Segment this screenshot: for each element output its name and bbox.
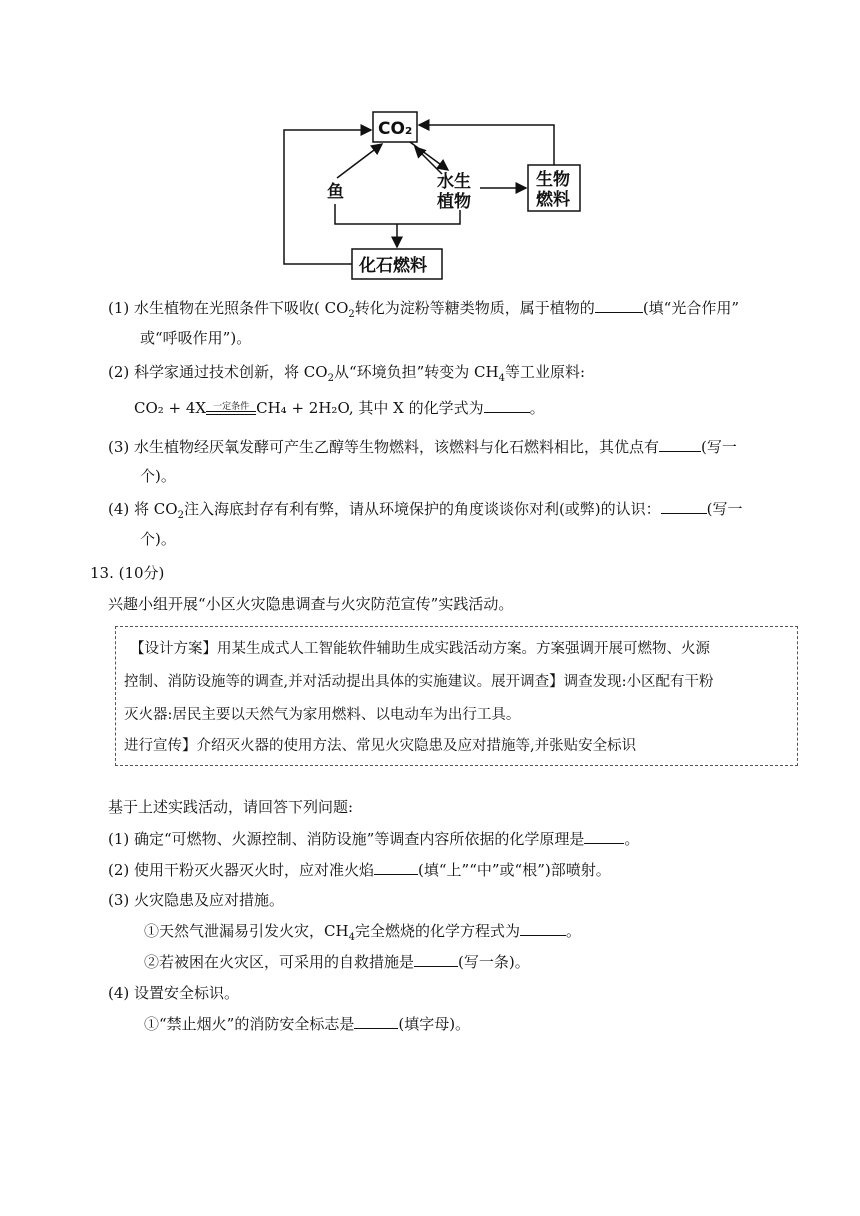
q13-intro: 兴趣小组开展“小区火灾隐患调查与火灾防范宣传”实践活动。: [108, 595, 514, 613]
q12-part3-line1: [108, 436, 737, 458]
plan-box-line-3: 灭火器:居民主要以天然气为家用燃料、以电动车为出行工具。: [124, 707, 521, 723]
q13-s32-text-a: ②若被困在火灾区，可采用的自救措施是: [144, 953, 415, 971]
equation-condition: 一定条件: [213, 402, 250, 412]
subscript: 2: [348, 309, 355, 320]
q12-part4-line2: 个)。: [140, 530, 176, 548]
q13-sub3: (3) 火灾隐患及应对措施。: [108, 891, 285, 909]
answer-blank[interactable]: [661, 498, 707, 514]
q12-p3-text-b: (写一: [701, 438, 737, 456]
answer-blank[interactable]: [484, 397, 530, 413]
period: 。: [529, 399, 545, 417]
q12-equation: [134, 397, 545, 419]
equation-arrow: [206, 402, 256, 416]
answer-blank[interactable]: [595, 297, 643, 313]
q12-p4-text-a: (4) 将 CO: [108, 500, 178, 518]
q12-p2-text-b: 从“环境负担”转变为 CH: [333, 363, 499, 381]
q13-s31-text-b: 完全燃烧的化学方程式为: [354, 922, 520, 940]
carbon-cycle-diagram: [270, 104, 600, 284]
q12-p1-text-b: 转化为淀粉等糖类物质，属于植物的: [354, 299, 595, 317]
q12-p1-text-a: (1) 水生植物在光照条件下吸收( CO: [108, 299, 349, 317]
answer-blank[interactable]: [520, 920, 566, 936]
fish-label: 鱼: [327, 182, 344, 202]
arrow-fish-to-co2: [337, 144, 382, 178]
equation-tail: 其中 X 的化学式为: [358, 399, 484, 417]
q12-part2-line1: [108, 361, 585, 383]
biofuel-label-2: 燃料: [536, 190, 570, 210]
q12-part1-line2: 或“呼吸作用”)。: [140, 329, 252, 347]
q13-s2-text-a: (2) 使用干粉灭火器灭火时，应对准火焰: [108, 861, 375, 879]
q13-s32-text-b: (写一条)。: [458, 953, 530, 971]
subscript: 2: [327, 373, 334, 384]
q13-sub4: (4) 设置安全标识。: [108, 984, 240, 1002]
subscript: 2: [177, 510, 184, 521]
q12-p2-text-c: 等工业原料:: [504, 363, 586, 381]
arrow-biofuel-to-co2: [419, 125, 554, 165]
q12-p2-text-a: (2) 科学家通过技术创新，将 CO: [108, 363, 328, 381]
q13-sub3-item2: [144, 951, 530, 973]
q13-sub2: [108, 859, 611, 881]
q13-lead: 基于上述实践活动，请回答下列问题:: [108, 798, 354, 816]
answer-blank[interactable]: [659, 436, 701, 452]
q13-s41-text-a: ①“禁止烟火”的消防安全标志是: [144, 1015, 355, 1033]
subscript: 4: [348, 932, 355, 943]
fossil-fuel-label: 化石燃料: [359, 256, 427, 276]
q13-s1-text: (1) 确定“可燃物、火源控制、消防设施”等调查内容所依据的化学原理是: [108, 830, 585, 848]
q13-s41-text-b: (填字母)。: [398, 1015, 471, 1033]
period: 。: [624, 830, 640, 848]
q13-sub1: [108, 828, 639, 850]
aquatic-plants-label-1: 水生: [437, 172, 471, 192]
q12-part3-line2: 个)。: [140, 467, 176, 485]
answer-blank[interactable]: [354, 1013, 398, 1029]
plan-box-line-4: 进行宣传】介绍灭火器的使用方法、常见火灾隐患及应对措施等,并张贴安全标识: [124, 738, 637, 754]
biofuel-label-1: 生物: [536, 170, 570, 190]
plan-box-line-2: 控制、消防设施等的调查,并对活动提出具体的实施建议。展开调查】调查发现:小区配有干粉: [124, 674, 714, 690]
q13-s2-text-b: (填“上”“中”或“根”)部喷射。: [418, 861, 611, 879]
q13-header: 13. (10分): [90, 564, 165, 582]
answer-blank[interactable]: [584, 828, 624, 844]
period: 。: [565, 922, 581, 940]
plan-box-line-1: 【设计方案】用某生成式人工智能软件辅助生成实践活动方案。方案强调开展可燃物、火源: [130, 641, 710, 657]
answer-blank[interactable]: [374, 859, 418, 875]
q12-p4-text-c: (写一: [706, 500, 743, 518]
arrow-plants-to-co2: [415, 147, 442, 174]
co2-label: CO₂: [378, 119, 413, 139]
answer-blank[interactable]: [414, 951, 458, 967]
q13-sub3-item1: [144, 920, 581, 942]
equation-right: CH₄ + 2H₂O,: [256, 399, 354, 417]
q13-sub4-item1: [144, 1013, 470, 1035]
q13-s31-text-a: ①天然气泄漏易引发火灾，CH: [144, 922, 349, 940]
q12-p4-text-b: 注入海底封存有利有弊，请从环境保护的角度谈谈你对利(或弊)的认识：: [183, 500, 661, 518]
arrow-co2-to-plants: [410, 142, 448, 170]
subscript: 4: [498, 373, 505, 384]
q12-p3-text-a: (3) 水生植物经厌氧发酵可产生乙醇等生物燃料，该燃料与化石燃料相比，其优点有: [108, 438, 660, 456]
q12-part1-line1: [108, 297, 739, 319]
aquatic-plants-label-2: 植物: [437, 192, 471, 212]
q12-part4-line1: [108, 498, 743, 520]
equation-left: CO₂ + 4X: [134, 399, 207, 417]
q12-p1-text-c: (填“光合作用”: [642, 299, 740, 317]
